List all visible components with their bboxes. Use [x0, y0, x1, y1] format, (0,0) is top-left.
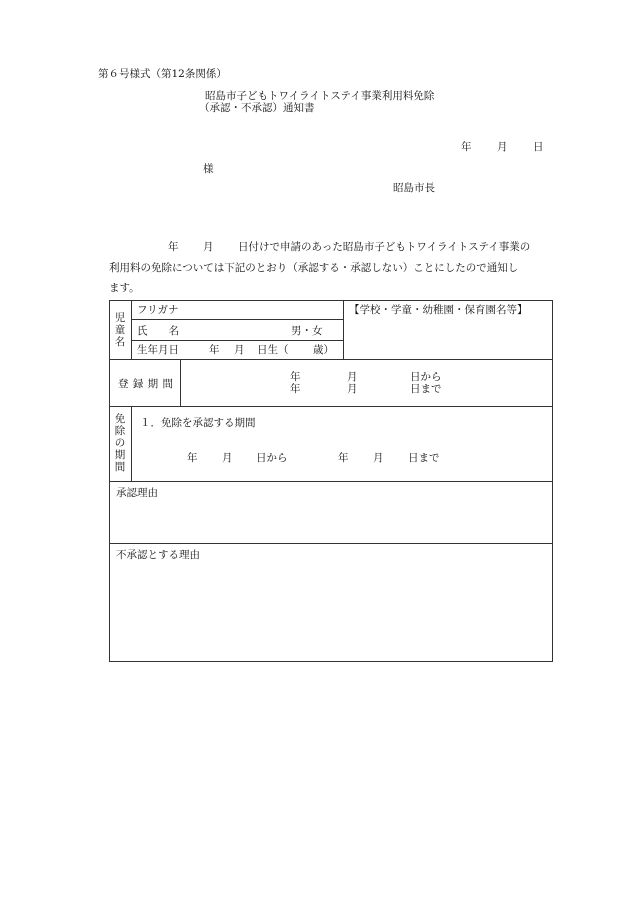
reg-to-month: 月	[347, 383, 358, 395]
date-year: 年	[461, 141, 472, 153]
exemption-period-header: 免 除 の 期 間	[114, 413, 126, 473]
exemption-from-month: 月	[222, 452, 233, 464]
furigana-label: フリガナ	[137, 304, 179, 316]
reg-from-day: 日から	[410, 371, 442, 383]
reg-from-year: 年	[290, 371, 301, 383]
body-line1: 日付けで申請のあった昭島市子どもトワイライトステイ事業の	[238, 241, 531, 253]
exemption-to-year: 年	[338, 452, 349, 464]
addressee-suffix: 様	[203, 163, 214, 175]
exemption-to-month: 月	[373, 452, 384, 464]
document-title-line2: （承認・不承認）通知書	[199, 102, 315, 114]
school-label: 【学校・学童・幼稚園・保育園名等】	[349, 304, 528, 316]
reg-to-day: 日まで	[410, 383, 442, 395]
birth-day: 日生（	[257, 344, 289, 356]
approval-reason-label: 承認理由	[116, 487, 158, 499]
birth-month: 月	[234, 344, 245, 356]
registration-period-label: 登 録 期 間	[118, 378, 174, 390]
body-line2: 利用料の免除については下記のとおり（承認する・承認しない）ことにしたので通知し	[109, 262, 519, 274]
reg-to-year: 年	[290, 383, 301, 395]
body-year: 年	[168, 241, 179, 253]
body-line3: ます。	[109, 282, 140, 294]
exemption-from-year: 年	[187, 452, 198, 464]
birth-age: 歳）	[313, 344, 334, 356]
name-label: 氏 名	[137, 325, 179, 337]
exemption-from-day: 日から	[256, 452, 288, 464]
exemption-item: １．免除を承認する期間	[140, 417, 256, 429]
document-title-line1: 昭島市子どもトワイライトステイ事業利用料免除	[205, 90, 435, 102]
form-label: 第６号様式（第12条関係）	[98, 68, 227, 80]
exemption-to-day: 日まで	[408, 452, 440, 464]
birth-year: 年	[209, 344, 220, 356]
birth-label: 生年月日	[137, 344, 179, 356]
date-day: 日	[533, 141, 544, 153]
gender-label: 男・女	[291, 325, 323, 337]
issuer: 昭島市長	[393, 182, 435, 194]
rejection-reason-label: 不承認とする理由	[116, 549, 200, 561]
child-name-header: 児 童 名	[114, 312, 126, 348]
body-month: 月	[203, 241, 214, 253]
reg-from-month: 月	[347, 371, 358, 383]
date-month: 月	[497, 141, 508, 153]
